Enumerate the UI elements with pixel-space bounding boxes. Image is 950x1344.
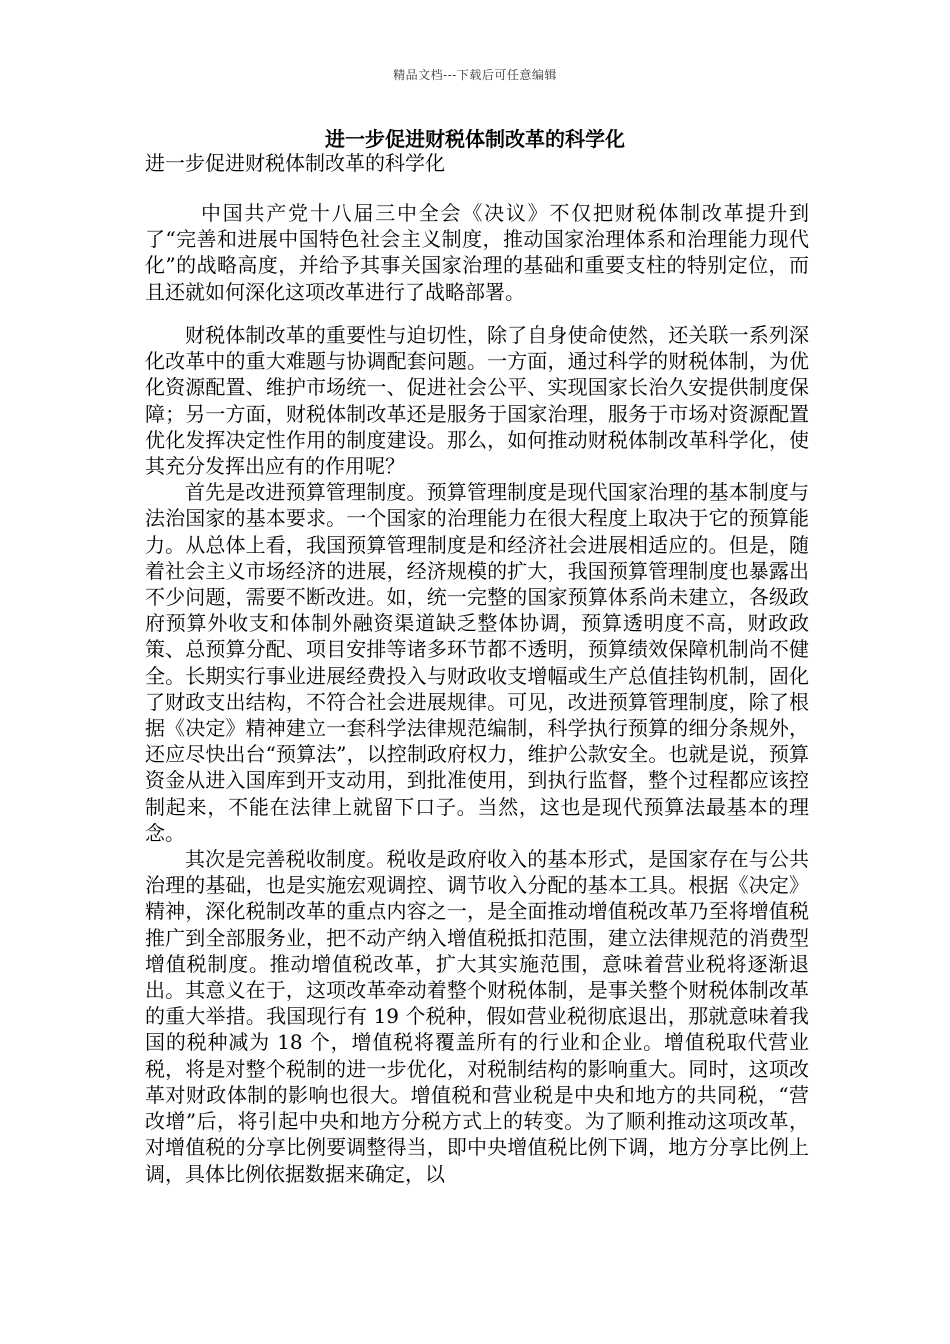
body-section [145, 322, 809, 1187]
paragraph-budget-reform: 首先是改进预算管理制度。预算管理制度是现代国家治理的基本制度与法治国家的基本要求。一个国家的治理能力在很大程度上取决于它的预算能力。从总体上看，我国预算管理制度是和经济社会进展相适应的。但是，随着社会主义市场经济的进展，经济规模的扩大，我国预算管理制度也暴露出不少问题，需要不断改进。如，统一完整的国家预算体系尚未建立，各级政府预算外收支和体制外融资渠道缺乏整体协调，预算透明度不高，财政政策、总预算分配、项目安排等诸多环节都不透明，预算绩效保障机制尚不健全。长期实行事业进展经费投入与财政收支增幅或生产总值挂钩机制，固化了财政支出结构，不符合社会进展规律。可见，改进预算管理制度，除了根据《决定》精神建立一套科学法律规范编制，科学执行预算的细分条规外，还应尽快出台“预算法”，以控制政府权力，维护公款安全。也就是说，预算资金从进入国库到开支动用，到批准使用，到执行监督，整个过程都应该控制起来，不能在法律上就留下口子。当然，这也是现代预算法最基本的理念。 [145, 480, 809, 845]
document-title: 进一步促进财税体制改革的科学化 [325, 127, 625, 151]
paragraph-intro: 中国共产党十八届三中全会《决议》不仅把财税体制改革提升到了“完善和进展中国特色社会主义制度，推动国家治理体系和治理能力现代化”的战略高度，并给予其事关国家治理的基础和重要支柱的特别定位，而且还就如何深化这项改革进行了战略部署。 [145, 201, 809, 304]
paragraph-tax-reform: 其次是完善税收制度。税收是政府收入的基本形式，是国家存在与公共治理的基础，也是实施宏观调控、调节收入分配的基本工具。根据《决定》精神，深化税制改革的重点内容之一，是全面推动增值税改革乃至将增值税推广到全部服务业，把不动产纳入增值税抵扣范围，建立法律规范的消费型增值税制度。推动增值税改革，扩大其实施范围，意味着营业税将逐渐退出。其意义在于，这项改革牵动着整个财税体制，是事关整个财税体制改革的重大举措。我国现行有 19 个税种，假如营业税彻底退出，那就意味着我国的税种减为 18 个，增值税将覆盖所有的行业和企业。增值税取代营业税，将是对整个税制的进一步优化，对税制结构的影响重大。同时，这项改革对财政体制的影响也很大。增值税和营业税是中央和地方的共同税，“营改增”后，将引起中央和地方分税方式上的转变。为了顺利推动这项改革，对增值税的分享比例要调整得当，即中央增值税比例下调，地方分享比例上调，具体比例依据数据来确定，以 [145, 847, 809, 1186]
document-subtitle: 进一步促进财税体制改革的科学化 [145, 151, 445, 175]
paragraph-importance: 财税体制改革的重要性与迫切性，除了自身使命使然，还关联一系列深化改革中的重大难题与协调配套问题。一方面，通过科学的财税体制，为优化资源配置、维护市场统一、促进社会公平、实现国家长治久安提供制度保障；另一方面，财税体制改革还是服务于国家治理，服务于市场对资源配置优化发挥决定性作用的制度建设。那么，如何推动财税体制改革科学化，使其充分发挥出应有的作用呢？ [145, 323, 809, 479]
intro-section [145, 200, 809, 305]
page-header-note: 精品文档---下载后可任意编辑 [393, 68, 557, 82]
